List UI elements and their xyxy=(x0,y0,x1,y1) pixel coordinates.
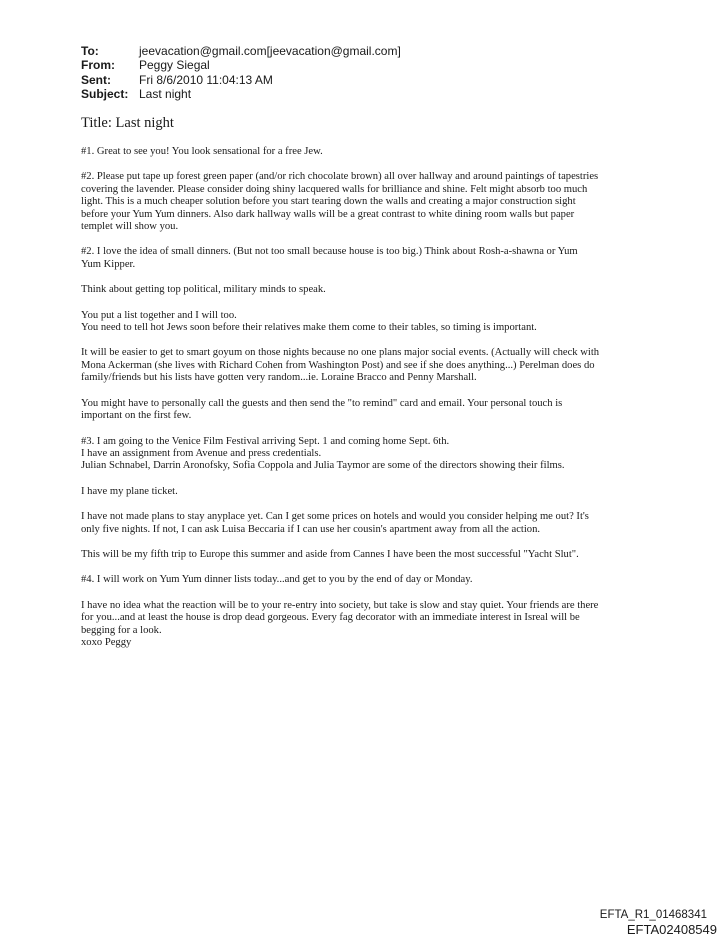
text-line: I have my plane ticket. xyxy=(81,485,178,497)
paragraph xyxy=(81,310,651,335)
text-line: light. This is a much cheaper solution before you start tearing down the walls and creating a major construction sight xyxy=(81,196,576,208)
paragraph xyxy=(81,347,651,384)
text-line: #1. Great to see you! You look sensational for a free Jew. xyxy=(81,146,323,157)
text-line: This will be my fifth trip to Europe this summer and aside from Cannes I have been the most successful "Yacht Slut". xyxy=(81,548,579,560)
subject-row xyxy=(81,87,401,101)
text-line: Julian Schnabel, Darrin Aronofsky, Sofia Coppola and Julia Taymor are some of the directors showing their films. xyxy=(81,460,565,472)
text-line: I have no idea what the reaction will be to your re-entry into society, but take is slow and stay quiet. Your friends are there xyxy=(81,599,599,611)
text-line: You need to tell hot Jews soon before their relatives make them come to their tables, so timing is important. xyxy=(81,322,537,334)
text-line: I have an assignment from Avenue and press credentials. xyxy=(81,447,322,459)
paragraph xyxy=(81,246,651,271)
text-line: family/friends but his lists have gotten very random...ie. Loraine Bracco and Penny Marshall. xyxy=(81,372,477,384)
from-row xyxy=(81,58,401,72)
text-line: It will be easier to get to smart goyum on those nights because no one plans major social events. (Actually will check with xyxy=(81,347,600,359)
email-header xyxy=(81,44,401,101)
paragraph xyxy=(81,549,651,561)
text-line: #4. I will work on Yum Yum dinner lists today...and get to you by the end of day or Monday. xyxy=(81,574,473,586)
text-line: #2. Please put tape up forest green paper (and/or rich chocolate brown) all over hallway and around paintings of tapestries xyxy=(81,171,599,183)
paragraph xyxy=(81,486,651,498)
document-title: Title: Last night xyxy=(81,115,174,131)
to-label: To: xyxy=(81,44,99,58)
paragraph xyxy=(81,600,651,650)
text-line: only five nights. If not, I can ask Luisa Beccaria if I can use her cousin's apartment away from all the action. xyxy=(81,523,541,535)
paragraph xyxy=(81,398,651,423)
text-line: before your Yum Yum dinners. Also dark hallway walls will be a great contrast to white dining room walls but paper xyxy=(81,208,575,220)
paragraph xyxy=(81,146,651,158)
paragraph xyxy=(81,511,651,536)
sent-value: Fri 8/6/2010 11:04:13 AM xyxy=(139,72,273,87)
text-line: I have not made plans to stay anyplace yet. Can I get some prices on hotels and would you consider helping me out? It's xyxy=(81,511,589,523)
paragraph xyxy=(81,436,651,473)
sent-row xyxy=(81,73,401,87)
paragraph xyxy=(81,574,651,586)
text-line: important on the first few. xyxy=(81,410,192,422)
email-body xyxy=(81,146,651,662)
subject-label: Subject: xyxy=(81,86,129,101)
sent-label: Sent: xyxy=(81,72,111,87)
text-line: Mona Ackerman (she lives with Richard Cohen from Washington Post) and see if she does anything...) Perelman does do xyxy=(81,359,595,371)
to-value: jeevacation@gmail.com[jeevacation@gmail.com] xyxy=(139,44,401,58)
text-line: You put a list together and I will too. xyxy=(81,309,237,321)
to-row xyxy=(81,44,401,58)
bates-id-secondary: EFTA02408549 xyxy=(626,922,717,937)
text-line: Yum Kipper. xyxy=(81,258,136,270)
signature: xoxo Peggy xyxy=(81,636,132,648)
text-line: templet will show you. xyxy=(81,221,179,233)
text-line: begging for a look. xyxy=(81,624,162,636)
bates-id-primary: EFTA_R1_01468341 xyxy=(599,909,707,921)
paragraph xyxy=(81,284,651,296)
bates-footer xyxy=(600,908,717,937)
text-line: #2. I love the idea of small dinners. (But not too small because house is too big.) Think about Rosh-a-shawna or Yum xyxy=(81,246,578,258)
text-line: You might have to personally call the guests and then send the "to remind" card and email. Your personal touch is xyxy=(81,397,563,409)
paragraph xyxy=(81,171,651,233)
from-value: Peggy Siegal xyxy=(139,58,210,73)
text-line: covering the lavender. Please consider doing shiny lacquered walls for brilliance and shine. Felt might absorb too much xyxy=(81,183,588,195)
text-line: Think about getting top political, military minds to speak. xyxy=(81,284,326,296)
from-label: From: xyxy=(81,58,115,73)
text-line: for you...and at least the house is drop dead gorgeous. Every fag decorator with an immediate interest in Isreal will be xyxy=(81,612,580,624)
subject-value: Last night xyxy=(139,86,192,101)
text-line: #3. I am going to the Venice Film Festival arriving Sept. 1 and coming home Sept. 6th. xyxy=(81,435,450,447)
